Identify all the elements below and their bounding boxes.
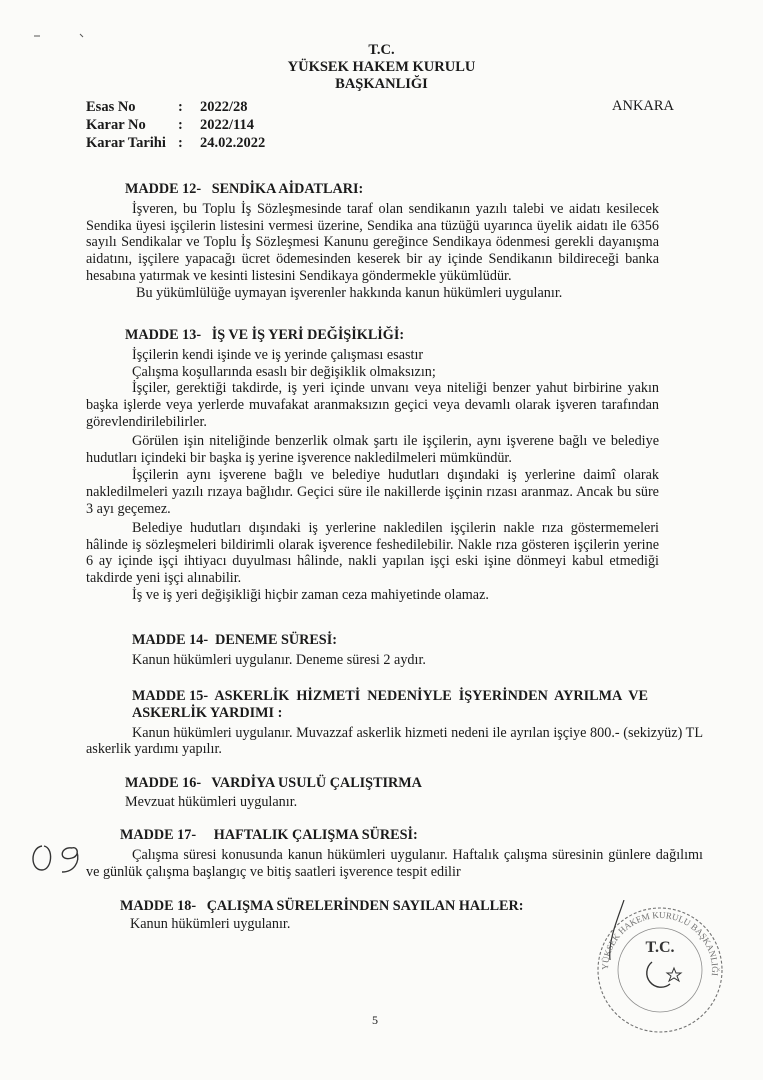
article-title: MADDE 12- SENDİKA AİDATLARI: [125, 181, 364, 197]
article-paragraph: Bu yükümlülüğe uymayan işverenler hakkında kanun hükümleri uygulanır. [136, 284, 563, 301]
scan-marks [30, 28, 90, 42]
article-paragraph: Çalışma koşullarında esaslı bir değişiklik olmaksızın; [132, 363, 436, 380]
article-paragraph: İş ve iş yeri değişikliği hiçbir zaman ceza mahiyetinde olamaz. [132, 586, 489, 603]
article-title: MADDE 13- İŞ VE İŞ YERİ DEĞİŞİKLİĞİ: [125, 327, 405, 343]
colon: : [178, 99, 183, 115]
article-title: MADDE 18- ÇALIŞMA SÜRELERİNDEN SAYILAN HALLER: [120, 898, 524, 914]
article-paragraph: Çalışma süresi konusunda kanun hükümleri uygulanır. Haftalık çalışma süresinin günlere dağılımı ve günlük çalışma başlangıç ve bitiş saatleri işverence tespit edilir [86, 846, 703, 880]
article-title: MADDE 14- DENEME SÜRESİ: [132, 632, 337, 648]
article-12 [0, 181, 763, 302]
seal-center-text: T.C. [645, 939, 675, 956]
colon: : [178, 117, 183, 133]
article-paragraph: Mevzuat hükümleri uygulanır. [125, 793, 298, 810]
article-15 [0, 688, 763, 758]
tarih-label: Karar Tarihi [86, 135, 166, 151]
official-seal [590, 900, 730, 1040]
header-institution: YÜKSEK HAKEM KURULU [287, 59, 476, 75]
tarih-row [86, 134, 265, 152]
article-13 [0, 327, 763, 604]
article-paragraph: İşçilerin kendi işinde ve iş yerinde çalışması esastır [132, 346, 424, 363]
header-tc: T.C. [368, 42, 395, 58]
karar-value: 2022/114 [200, 117, 254, 133]
article-paragraph: İşçilerin aynı işverene bağlı ve belediye hudutları dışındaki iş yerlerine daimî olarak nakledilmeleri yazılı rızaya bağlıdır. Geçici süre ile nakillerde işçinin rızası aranmaz. Ancak bu süre 3 ayı geçemez. [86, 467, 659, 517]
document-header [0, 42, 763, 93]
seal-ring-text: YÜKSEK HAKEM KURULU BAŞKANLIĞI [599, 909, 721, 977]
article-16 [0, 775, 763, 811]
article-paragraph: Kanun hükümleri uygulanır. [130, 915, 291, 932]
handwritten-note [28, 838, 98, 878]
karar-label: Karar No [86, 117, 146, 133]
article-paragraph: Görülen işin niteliğinde benzerlik olmak şartı ile işçilerin, aynı işverene bağlı ve belediye hudutları içindeki bir başka iş yerine işverence nakledilmeleri mümkündür. [86, 432, 659, 466]
case-metadata [86, 98, 265, 152]
colon: : [178, 135, 183, 151]
header-department: BAŞKANLIĞI [335, 76, 428, 92]
esas-label: Esas No [86, 99, 136, 115]
article-title: MADDE 16- VARDİYA USULÜ ÇALIŞTIRMA [125, 775, 422, 791]
article-paragraph: İşveren, bu Toplu İş Sözleşmesinde taraf olan sendikanın yazılı talebi ve aidatı kesilecek Sendika üyesi işçilerin listesini vermesi üzerine, Sendika ana tüzüğü uyarınca üyelik aidatı ile 6356 sayılı Sendikalar ve Toplu İş Sözleşmesi Kanunu gereğince Sendikaya ödenmesi gerekli dayanışma aidatını, işçilere yapacağı ücret ödemesinden keserek bir ay içinde Sendikanın bildireceği banka hesabına yatırmak ve kesinti listesini Sendikaya göndermekle yükümlüdür. [86, 200, 659, 284]
city: ANKARA [612, 98, 675, 114]
esas-row [86, 98, 265, 116]
article-paragraph: Kanun hükümleri uygulanır. Muvazzaf askerlik hizmeti nedeni ile ayrılan işçiye 800.- (sekizyüz) TL askerlik yardımı yapılır. [86, 724, 703, 758]
tarih-value: 24.02.2022 [200, 135, 266, 151]
article-14 [0, 632, 763, 669]
esas-value: 2022/28 [200, 99, 248, 115]
article-17 [0, 827, 763, 880]
article-paragraph: Belediye hudutları dışındaki iş yerlerine nakledilen işçilerin nakle rıza göstermemeleri hâlinde iş sözleşmeleri bildirimli olarak işverence feshedilebilir. Nakle rıza gösteren işçilerin yerine 6 ay içinde işçi ihtiyacı duyulması hâlinde, nakli yapılan işçi eski işine dönmeyi kabul etmediği takdirde yeni işçi alınabilir. [86, 519, 659, 587]
karar-row [86, 116, 265, 134]
page-number: 5 [372, 1013, 378, 1027]
article-paragraph: İşçiler, gerektiği takdirde, iş yeri içinde unvanı veya niteliği benzer yahut birbirine yakın başka işlerde veya yerlerde muvafakat aranmaksızın geçici veya devamlı olarak işveren tarafından görevlendirilebilirler. [86, 380, 659, 430]
article-title: MADDE 15- ASKERLİK HİZMETİ NEDENİYLE İŞYERİNDEN AYRILMA VE ASKERLİK YARDIMI : [132, 688, 648, 721]
article-paragraph: Kanun hükümleri uygulanır. Deneme süresi 2 aydır. [132, 651, 426, 668]
article-title: MADDE 17- HAFTALIK ÇALIŞMA SÜRESİ: [120, 827, 418, 843]
